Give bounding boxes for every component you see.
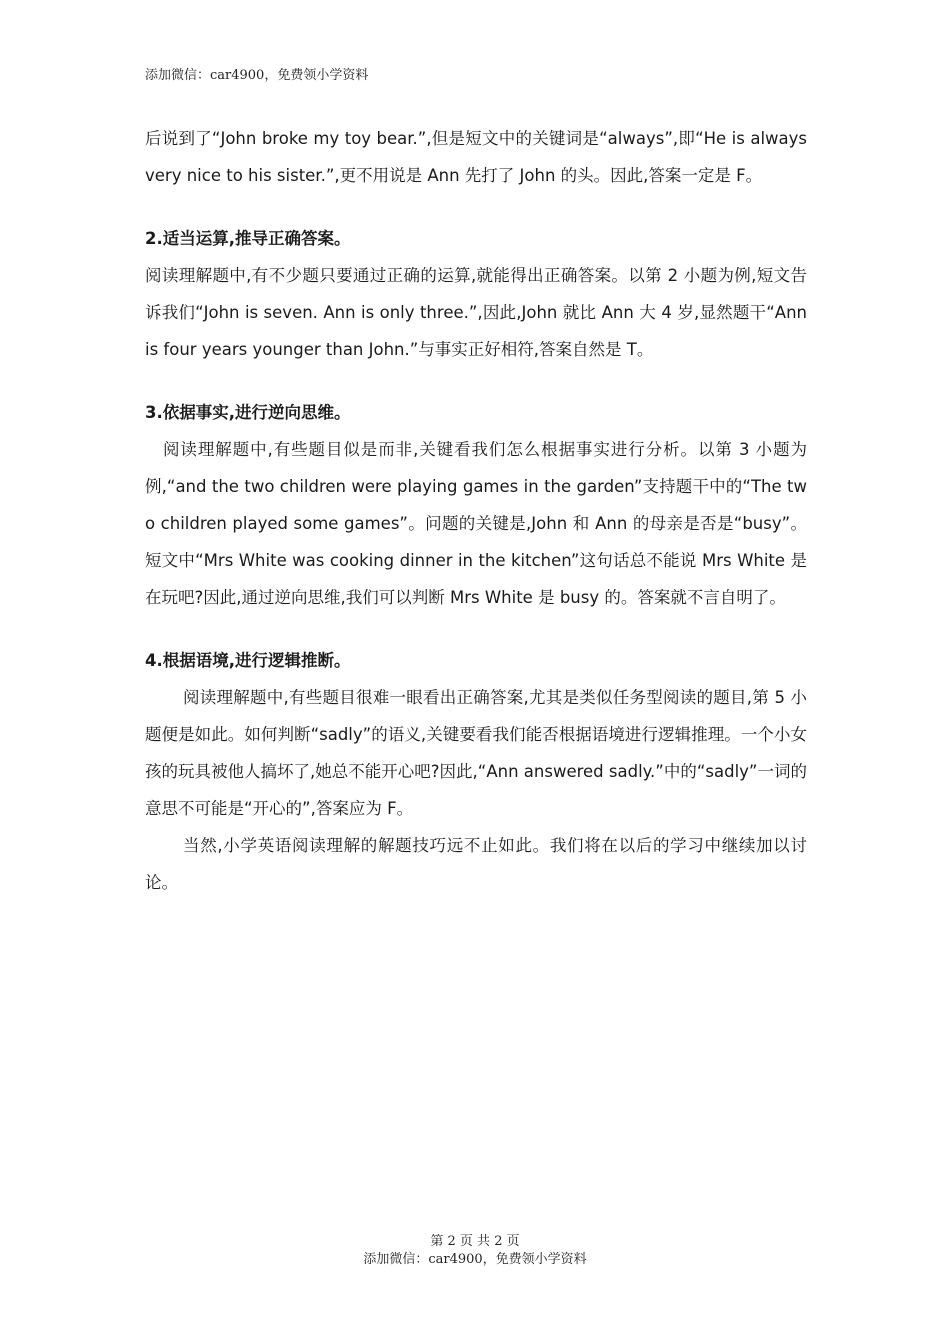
document-body — [145, 120, 807, 901]
paragraph-section-3: 阅读理解题中,有些题目似是而非,关键看我们怎么根据事实进行分析。以第 3 小题为例,“and the two children were playing games in the garden”支持题干中的“The two children played some games”。问题的关键是,John 和 Ann 的母亲是否是“busy”。短文中“Mrs White was cooking dinner in the kitchen”这句话总不能说 Mrs White 是在玩吧?因此,通过逆向思维,我们可以判断 Mrs White 是 busy 的。答案就不言自明了。 — [145, 440, 807, 607]
page-header-note: 添加微信：car4900，免费领小学资料 — [145, 68, 369, 83]
page-footer-note: 添加微信：car4900，免费领小学资料 — [363, 1252, 587, 1267]
section-heading-3: 3.依据事实,进行逆向思维。 — [145, 403, 351, 422]
paragraph-continuation: 后说到了“John broke my toy bear.”,但是短文中的关键词是“always”,即“He is always very nice to his sister.”,更不用说是 Ann 先打了 John 的头。因此,答案一定是 F。 — [145, 129, 807, 185]
page-number: 第 2 页 共 2 页 — [430, 1234, 520, 1249]
section-heading-2: 2.适当运算,推导正确答案。 — [145, 229, 351, 248]
paragraph-section-2: 阅读理解题中,有不少题只要通过正确的运算,就能得出正确答案。以第 2 小题为例,短文告诉我们“John is seven. Ann is only three.”,因此,John 就比 Ann 大 4 岁,显然题干“Ann is four years younger than John.”与事实正好相符,答案自然是 T。 — [145, 266, 807, 359]
paragraph-section-4: 阅读理解题中,有些题目很难一眼看出正确答案,尤其是类似任务型阅读的题目,第 5 小题便是如此。如何判断“sadly”的语义,关键要看我们能否根据语境进行逻辑推理。一个小女孩的玩具被他人搞坏了,她总不能开心吧?因此,“Ann answered sadly.”中的“sadly”一词的意思不可能是“开心的”,答案应为 F。 — [145, 688, 807, 818]
paragraph-conclusion: 当然,小学英语阅读理解的解题技巧远不止如此。我们将在以后的学习中继续加以讨论。 — [145, 836, 807, 892]
section-heading-4: 4.根据语境,进行逻辑推断。 — [145, 651, 351, 670]
